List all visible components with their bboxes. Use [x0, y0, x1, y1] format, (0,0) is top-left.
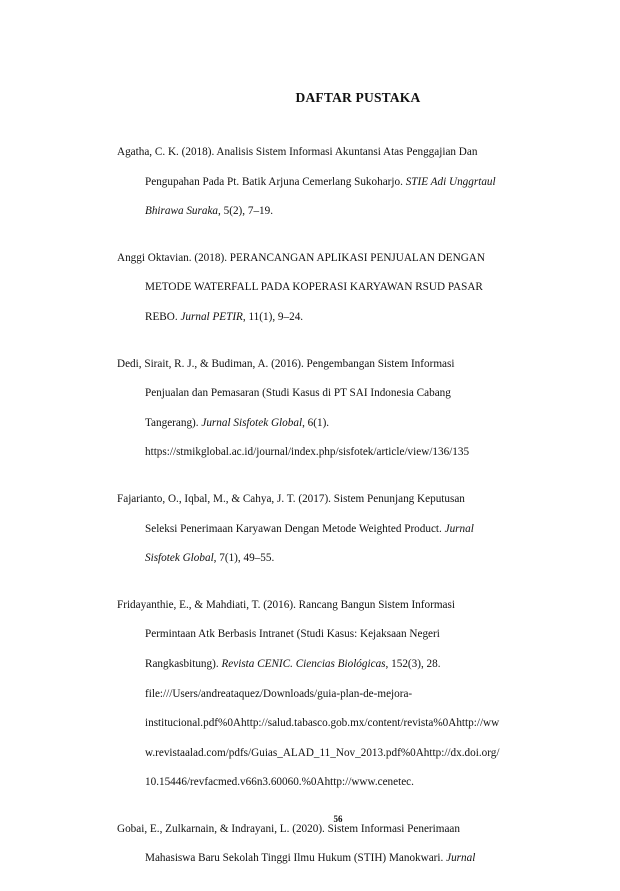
- reference-line: Agatha, C. K. (2018). Analisis Sistem Informasi Akuntansi Atas Penggajian Dan: [117, 146, 478, 158]
- page-title: DAFTAR PUSTAKA: [295, 90, 421, 105]
- reference-entry: [117, 591, 547, 798]
- reference-line: Tangerang). Jurnal Sisfotek Global, 6(1).: [145, 416, 330, 429]
- reference-line: REBO. Jurnal PETIR, 11(1), 9–24.: [145, 310, 304, 323]
- reference-line: Bhirawa Suraka, 5(2), 7–19.: [145, 205, 274, 218]
- reference-line: Pengupahan Pada Pt. Batik Arjuna Cemerlang Sukoharjo. STIE Adi Unggrtaul: [145, 175, 496, 188]
- reference-line: Anggi Oktavian. (2018). PERANCANGAN APLIKASI PENJUALAN DENGAN: [117, 251, 485, 264]
- reference-line: Gobai, E., Zulkarnain, & Indrayani, L. (2020). Sistem Informasi Penerimaan: [117, 822, 460, 835]
- reference-entry: [117, 138, 547, 227]
- reference-line: Sisfotek Global, 7(1), 49–55.: [145, 552, 275, 565]
- reference-url: https://stmikglobal.ac.id/journal/index.php/sisfotek/article/view/136/135: [145, 446, 470, 459]
- reference-line: Seleksi Penerimaan Karyawan Dengan Metode Weighted Product. Jurnal: [145, 522, 474, 535]
- reference-line: Fridayanthie, E., & Mahdiati, T. (2016). Rancang Bangun Sistem Informasi: [117, 598, 455, 611]
- reference-entry: [117, 485, 547, 574]
- reference-line: Mahasiswa Baru Sekolah Tinggi Ilmu Hukum (STIH) Manokwari. Jurnal: [145, 852, 476, 865]
- reference-line: Fajarianto, O., Iqbal, M., & Cahya, J. T. (2017). Sistem Penunjang Keputusan: [117, 492, 465, 505]
- reference-entry: [117, 350, 547, 468]
- reference-url: file:///Users/andreataquez/Downloads/guia-plan-de-mejora-: [145, 687, 413, 700]
- reference-url: institucional.pdf%0Ahttp://salud.tabasco.gob.mx/content/revista%0Ahttp://ww: [145, 717, 500, 730]
- reference-list: [117, 138, 547, 891]
- page-number: 56: [333, 814, 343, 824]
- reference-line: Penjualan dan Pemasaran (Studi Kasus di PT SAI Indonesia Cabang: [145, 387, 451, 400]
- reference-entry: [117, 244, 547, 333]
- reference-line: Rangkasbitung). Revista CENIC. Ciencias Biológicas, 152(3), 28.: [145, 657, 441, 670]
- reference-line: METODE WATERFALL PADA KOPERASI KARYAWAN RSUD PASAR: [145, 281, 483, 294]
- reference-line: Dedi, Sirait, R. J., & Budiman, A. (2016). Pengembangan Sistem Informasi: [117, 357, 455, 370]
- reference-line: Permintaan Atk Berbasis Intranet (Studi Kasus: Kejaksaan Negeri: [145, 628, 440, 641]
- reference-url: 10.15446/revfacmed.v66n3.60060.%0Ahttp://www.cenetec.: [145, 776, 414, 789]
- reference-url: w.revistaalad.com/pdfs/Guias_ALAD_11_Nov_2013.pdf%0Ahttp://dx.doi.org/: [145, 746, 500, 759]
